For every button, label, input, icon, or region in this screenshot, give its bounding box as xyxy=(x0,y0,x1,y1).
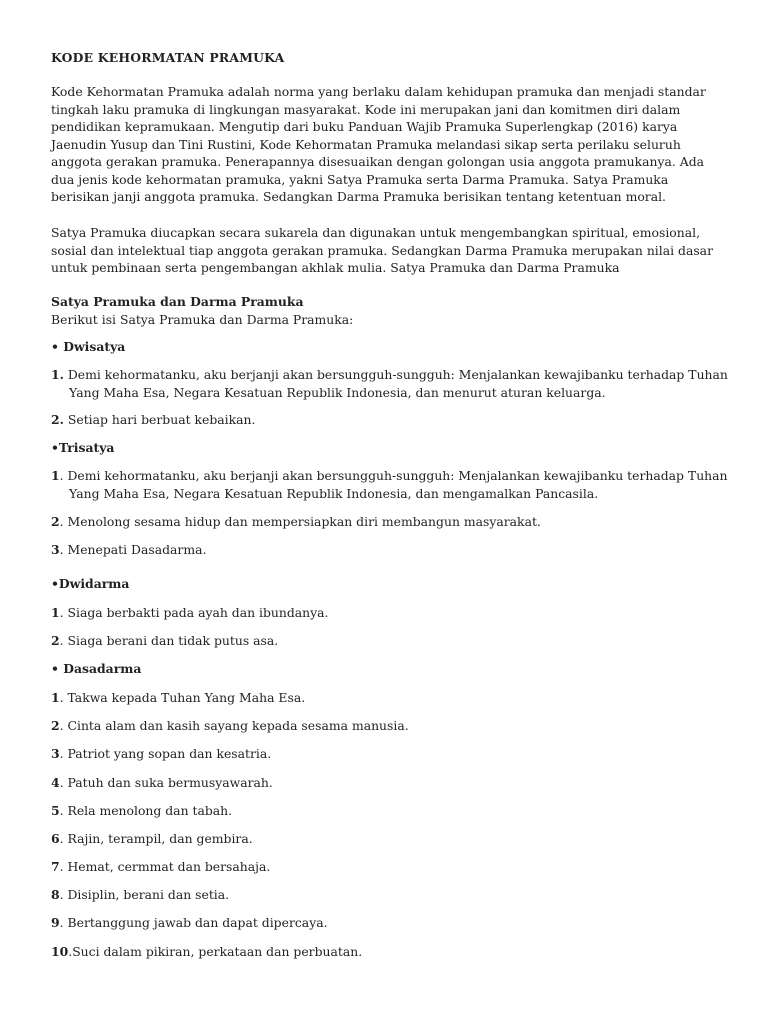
item-number: 8 xyxy=(51,887,60,902)
item-number: 3 xyxy=(51,542,60,557)
item-text: . Takwa kepada Tuhan Yang Maha Esa. xyxy=(59,690,306,705)
item-number: 1 xyxy=(51,468,60,483)
item-text: . Disiplin, berani dan setia. xyxy=(59,887,230,902)
trisatya-heading: •Trisatya xyxy=(51,440,115,455)
section-subheading: Satya Pramuka dan Darma Pramuka xyxy=(51,294,304,309)
list-item xyxy=(51,604,731,622)
list-item xyxy=(51,717,731,735)
item-number: 2. xyxy=(51,412,64,427)
dwidarma-heading: •Dwidarma xyxy=(51,576,130,591)
list-item xyxy=(51,513,731,531)
item-number: 6 xyxy=(51,831,60,846)
list-item xyxy=(51,830,731,848)
intro-paragraph-2: Satya Pramuka diucapkan secara sukarela dan digunakan untuk mengembangkan spiritual, emosional, sosial dan intelektual tiap anggota gerakan pramuka. Sedangkan Darma Pramuka merupakan nilai dasar untuk pembinaan serta pengembangan akhlak mulia. Satya Pramuka dan Darma Pramuka xyxy=(51,225,713,275)
list-item xyxy=(51,541,731,559)
item-text: . Hemat, cermmat dan bersahaja. xyxy=(59,859,271,874)
item-number: 2 xyxy=(51,718,60,733)
item-text: .Suci dalam pikiran, perkataan dan perbuatan. xyxy=(68,944,363,959)
list-item xyxy=(51,914,731,932)
item-number: 1. xyxy=(51,367,64,382)
list-item xyxy=(51,366,731,401)
item-text-continued: Yang Maha Esa, Negara Kesatuan Republik Indonesia, dan mengamalkan Pancasila. xyxy=(69,485,599,501)
item-text: . Siaga berbakti pada ayah dan ibundanya. xyxy=(59,605,329,620)
item-number: 4 xyxy=(51,775,60,790)
dasadarma-heading: • Dasadarma xyxy=(51,661,142,676)
list-item xyxy=(51,886,731,904)
item-number: 1 xyxy=(51,605,60,620)
item-text: . Menolong sesama hidup dan mempersiapkan diri membangun masyarakat. xyxy=(59,514,541,529)
item-text-continued: Yang Maha Esa, Negara Kesatuan Republik Indonesia, dan menurut aturan keluarga. xyxy=(69,384,606,400)
list-item xyxy=(51,858,731,876)
item-text: . Demi kehormatanku, aku berjanji akan bersungguh-sungguh: Menjalankan kewajibanku terhadap Tuhan xyxy=(59,468,728,483)
item-text: . Patriot yang sopan dan kesatria. xyxy=(59,746,272,761)
item-text: Setiap hari berbuat kebaikan. xyxy=(63,412,256,427)
item-text: . Patuh dan suka bermusyawarah. xyxy=(59,775,273,790)
list-item xyxy=(51,774,731,792)
dwisatya-heading: • Dwisatya xyxy=(51,339,126,354)
page-title: KODE KEHORMATAN PRAMUKA xyxy=(51,50,285,65)
list-item xyxy=(51,632,731,650)
item-text: . Bertanggung jawab dan dapat dipercaya. xyxy=(59,915,328,930)
list-item xyxy=(51,411,731,429)
item-number: 3 xyxy=(51,746,60,761)
item-text: . Cinta alam dan kasih sayang kepada sesama manusia. xyxy=(59,718,409,733)
item-number: 2 xyxy=(51,514,60,529)
item-text: . Rajin, terampil, dan gembira. xyxy=(59,831,253,846)
item-text: . Menepati Dasadarma. xyxy=(59,542,207,557)
item-number: 1 xyxy=(51,690,60,705)
item-text: . Siaga berani dan tidak putus asa. xyxy=(59,633,279,648)
item-text: Demi kehormatanku, aku berjanji akan bersungguh-sungguh: Menjalankan kewajibanku terhadap Tuhan xyxy=(63,367,728,382)
item-number: 10 xyxy=(51,944,69,959)
intro-paragraph-1: Kode Kehormatan Pramuka adalah norma yang berlaku dalam kehidupan pramuka dan menjadi standar tingkah laku pramuka di lingkungan masyarakat. Kode ini merupakan jani dan komitmen diri dalam pendidikan kepramukaan. Mengutip dari buku Panduan Wajib Pramuka Superlengkap (2016) karya Jaenudin Yusup dan Tini Rustini, Kode Kehormatan Pramuka melandasi sikap serta perilaku seluruh anggota gerakan pramuka. Penerapannya disesuaikan dengan golongan usia anggota pramukanya. Ada dua jenis kode kehormatan pramuka, yakni Satya Pramuka serta Darma Pramuka. Satya Pramuka berisikan janji anggota pramuka. Sedangkan Darma Pramuka berisikan tentang ketentuan moral. xyxy=(51,84,706,204)
list-item xyxy=(51,943,731,961)
list-item xyxy=(51,745,731,763)
list-item xyxy=(51,467,731,502)
item-number: 5 xyxy=(51,803,60,818)
item-number: 2 xyxy=(51,633,60,648)
item-number: 9 xyxy=(51,915,60,930)
item-number: 7 xyxy=(51,859,60,874)
item-text: . Rela menolong dan tabah. xyxy=(59,803,233,818)
list-item xyxy=(51,689,731,707)
section-intro: Berikut isi Satya Pramuka dan Darma Pramuka: xyxy=(51,312,354,327)
list-item xyxy=(51,802,731,820)
